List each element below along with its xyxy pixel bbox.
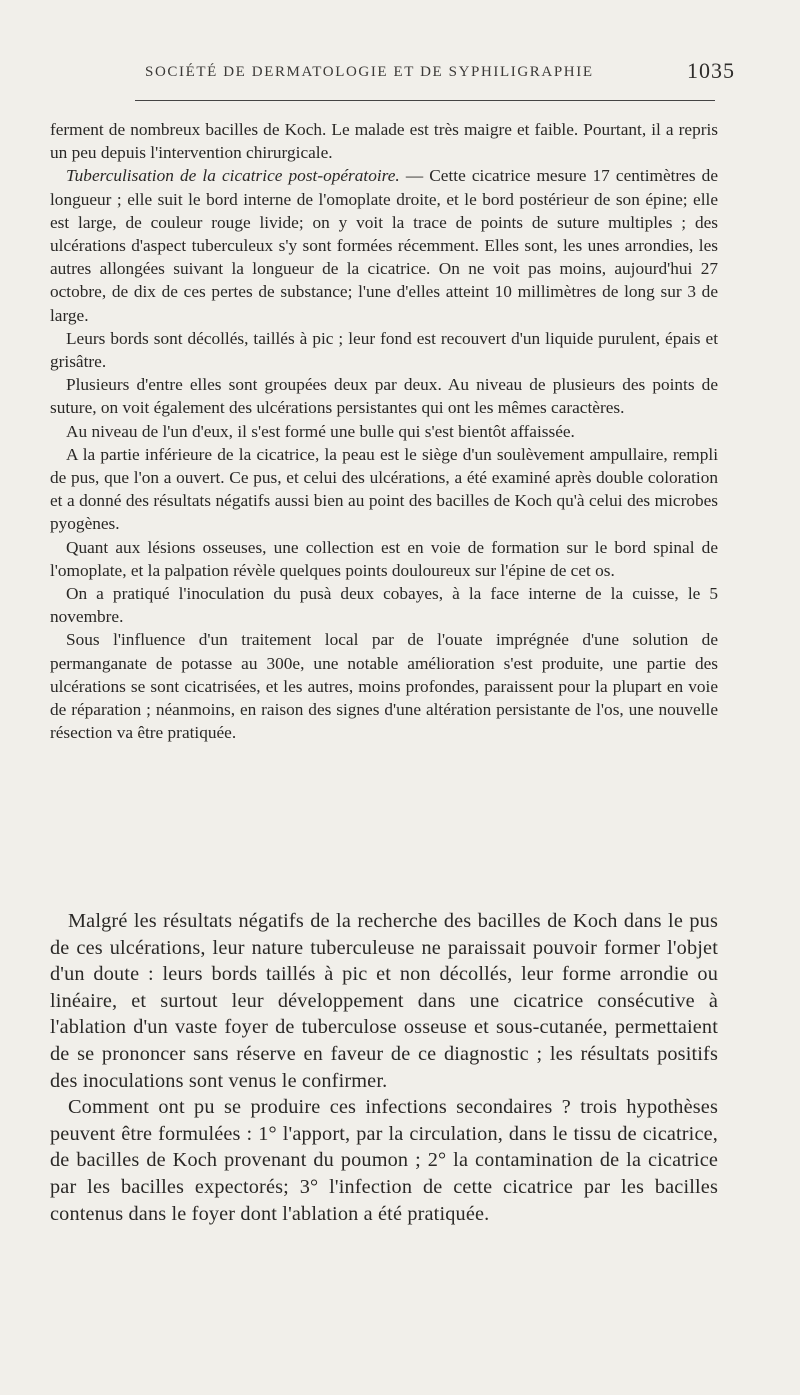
discussion-paragraph-2: Comment ont pu se produire ces infections secondaires ? trois hypothèses peuvent être formulées : 1° l'apport, par la circulation, dans le tissu de cicatrice, de bacilles de Koch provenant du poumon ; 2° la contamination de la cicatrice par les bacilles expectorés; 3° l'infection de cette cicatrice par les bacilles contenus dans le foyer dont l'ablation a été pratiquée. bbox=[50, 1096, 718, 1225]
header-rule bbox=[135, 100, 715, 101]
case-paragraph-5: Au niveau de l'un d'eux, il s'est formé une bulle qui s'est bientôt affaissée. bbox=[66, 421, 575, 441]
case-paragraph-2-text: — Cette cicatrice mesure 17 centimètres de longueur ; elle suit le bord interne de l'omoplate droite, et le bord postérieur de son épine; elle est large, de couleur rouge livide; on y voit la trace de points de suture multiples ; des ulcérations d'aspect tuberculeux s'y sont formées récemment. Elles sont, les unes arrondies, les autres allongées suivant la longueur de la cicatrice. On ne voit pas moins, aujourd'hui 27 octobre, de dix de ces pertes de substance; l'une d'elles atteint 10 millimètres de long sur 3 de large. bbox=[50, 166, 718, 325]
discussion-section bbox=[50, 908, 718, 1227]
case-paragraph-2 bbox=[50, 164, 718, 326]
discussion-paragraph-1: Malgré les résultats négatifs de la recherche des bacilles de Koch dans le pus de ces ulcérations, leur nature tuberculeuse ne paraissait pouvoir former l'objet d'un doute : leurs bords taillés à pic et non décollés, leur forme arrondie ou linéaire, et surtout leur développement dans une cicatrice consécutive à l'ablation d'un vaste foyer de tuberculose osseuse et sous-cutanée, permettaient de se prononcer sans réserve en faveur de ce diagnostic ; les résultats positifs des inoculations sont venus le confirmer. bbox=[50, 910, 718, 1092]
case-paragraph-9: Sous l'influence d'un traitement local par de l'ouate imprégnée d'une solution de permanganate de potasse au 300e, une notable amélioration s'est produite, une partie des ulcérations se sont cicatrisées, et les autres, moins profondes, paraissent pour la plupart en voie de réparation ; néanmoins, en raison des signes d'une altération persistante de l'os, une nouvelle résection va être pratiquée. bbox=[50, 630, 718, 743]
case-paragraph-7: Quant aux lésions osseuses, une collection est en voie de formation sur le bord spinal de l'omoplate, et la palpation révèle quelques points douloureux sur l'épine de cet os. bbox=[50, 537, 718, 580]
case-paragraph-3: Leurs bords sont décollés, taillés à pic ; leur fond est recouvert d'un liquide purulent, épais et grisâtre. bbox=[50, 328, 718, 372]
case-paragraph-6: A la partie inférieure de la cicatrice, la peau est le siège d'un soulèvement ampullaire, rempli de pus, que l'on a ouvert. Ce pus, et celui des ulcérations, a été examiné après double coloration et a donné des résultats négatifs aussi bien au point des bacilles de Koch qu'à celui des microbes pyogènes. bbox=[50, 444, 718, 534]
case-paragraph-1: ferment de nombreux bacilles de Koch. Le malade est très maigre et faible. Pourtant, il a repris un peu depuis l'intervention chirurgicale. bbox=[50, 120, 718, 163]
case-paragraph-4: Plusieurs d'entre elles sont groupées deux par deux. Au niveau de plusieurs des points de suture, on voit également des ulcérations persistantes qui ont les mêmes caractères. bbox=[50, 375, 718, 418]
case-report-section bbox=[50, 118, 718, 744]
case-paragraph-8: On a pratiqué l'inoculation du pusà deux cobayes, à la face interne de la cuisse, le 5 novembre. bbox=[50, 584, 718, 627]
page-number: 1035 bbox=[687, 58, 735, 83]
running-header bbox=[50, 58, 735, 88]
section-heading: Tuberculisation de la cicatrice post-opératoire. bbox=[66, 166, 400, 186]
running-title: SOCIÉTÉ DE DERMATOLOGIE ET DE SYPHILIGRAPHIE bbox=[145, 64, 594, 80]
